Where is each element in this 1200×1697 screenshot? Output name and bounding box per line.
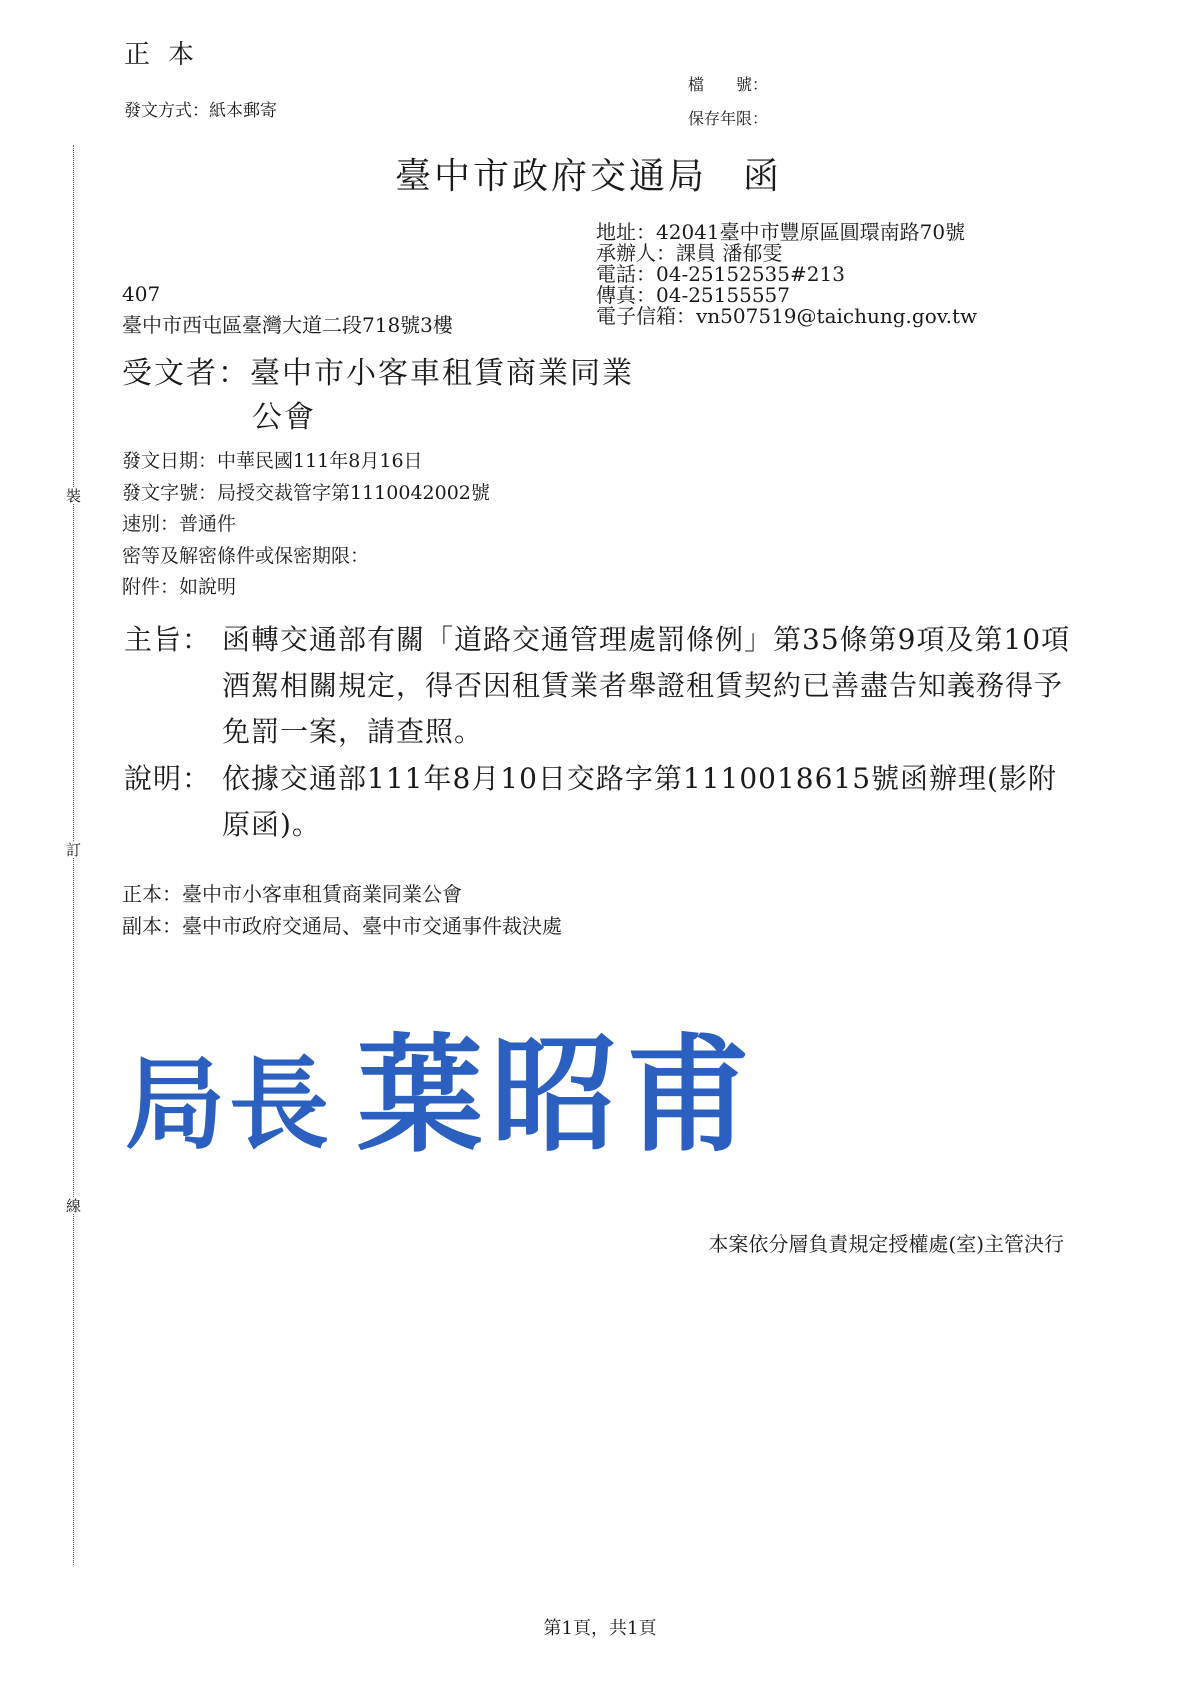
retention-period-label: 保存年限： [688, 109, 769, 128]
sender-contact-person: 承辦人：課員 潘郁雯 [596, 241, 783, 265]
subject-label: 主旨： [124, 623, 212, 656]
delivery-speed: 速別：普通件 [122, 513, 237, 536]
original-copy-recipients: 正本：臺中市小客車租賃商業同業公會 [122, 882, 462, 906]
issue-number: 發文字號：局授交裁管字第1110042002號 [122, 481, 490, 504]
binding-mark-zhuang: 裝 [66, 487, 82, 505]
binding-mark-xian: 線 [66, 1197, 82, 1215]
secrecy-level: 密等及解密條件或保密期限： [122, 544, 370, 567]
subject-text: 函轉交通部有關「道路交通管理處罰條例」第35條第9項及第10項酒駕相關規定，得否因租賃業者舉證租賃契約已善盡告知義務得予免罰一案，請查照。 [222, 623, 1071, 748]
copy-type: 正本 [124, 40, 213, 70]
sender-address: 地址：42041臺中市豐原區圓環南路70號 [596, 220, 966, 244]
binding-mark-ding: 訂 [66, 841, 82, 859]
sender-email: 電子信箱：vn507519@taichung.gov.tw [596, 304, 978, 328]
recipient-address: 臺中市西屯區臺灣大道二段718號3樓 [122, 313, 453, 337]
sender-fax: 傳真：04-25155557 [596, 283, 791, 307]
signature-title: 局長 [125, 1045, 333, 1163]
explanation-text: 依據交通部111年8月10日交路字第1110018615號函辦理(影附原函)。 [222, 762, 1057, 841]
subject-paragraph [124, 617, 1084, 755]
distribution-list [122, 878, 562, 942]
explanation-paragraph [124, 756, 1084, 848]
signature-name: 葉昭甫 [357, 1021, 759, 1169]
document-title [395, 148, 782, 199]
duplicate-copy-recipients: 副本：臺中市政府交通局、臺中市交通事件裁決處 [122, 914, 562, 938]
explanation-label: 說明： [124, 762, 212, 795]
director-signature-stamp [125, 1021, 759, 1169]
sender-phone: 電話：04-25152535#213 [596, 262, 845, 286]
file-number-label: 檔 號： [688, 75, 769, 94]
recipient-line-1: 受文者：臺中市小客車租賃商業同業 [122, 356, 634, 391]
page-number: 第1頁，共1頁 [543, 1618, 657, 1639]
send-method: 發文方式：紙本郵寄 [124, 101, 277, 121]
issuing-organization: 臺中市政府交通局 [395, 156, 708, 197]
recipient [122, 352, 634, 440]
recipient-line-2: 公會 [252, 400, 316, 435]
attachment: 附件：如說明 [122, 576, 237, 599]
recipient-postal-code: 407 [122, 282, 161, 306]
issue-date: 發文日期：中華民國111年8月16日 [122, 450, 423, 472]
file-info [688, 68, 768, 136]
authority-note: 本案依分層負責規定授權處(室)主管決行 [708, 1232, 1064, 1256]
document-kind: 函 [743, 156, 783, 197]
document-meta [122, 446, 490, 604]
sender-contact-block [596, 222, 977, 327]
